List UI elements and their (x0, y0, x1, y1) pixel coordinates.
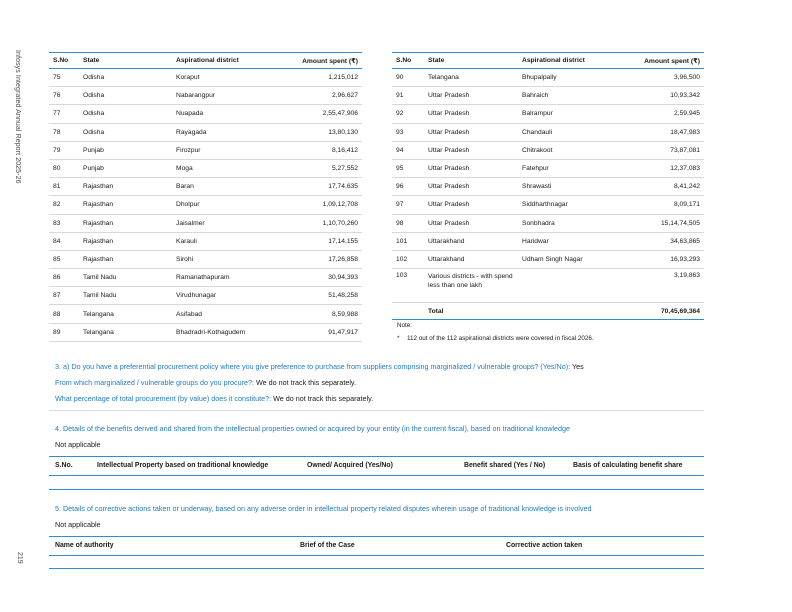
cell-state: Uttar Pradesh (424, 105, 518, 123)
cell-sno: 101 (392, 232, 424, 250)
q3-question: 3. a) Do you have a preferential procurement policy where you give preference to purchase from suppliers comprising marginalized / vulnerable groups? (Yes/No): (55, 362, 571, 371)
q4-table-bottom-rule (49, 489, 704, 490)
cell-amount: 34,63,865 (631, 232, 704, 250)
cell-amount: 8,09,171 (631, 196, 704, 214)
cell-state: Rajasthan (79, 196, 172, 214)
q3-groups-answer: We do not track this separately. (255, 378, 356, 387)
q5-col-authority: Name of authority (55, 542, 114, 549)
cell-state: Uttar Pradesh (424, 214, 518, 232)
cell-sno: 87 (49, 287, 79, 305)
q3-groups-question: From which marginalized / vulnerable groups do you procure?: (55, 378, 254, 387)
q4-title: 4. Details of the benefits derived and shared from the intellectual properties owned or acquired by your entity (in the current fiscal), based on traditional knowledge (55, 424, 570, 433)
q4-col-basis: Basis of calculating benefit share (573, 462, 683, 469)
q5-table-header-rule (49, 555, 704, 556)
cell-district: Koraput (172, 69, 285, 87)
q5-col-action: Corrective action taken (506, 542, 583, 549)
cell-sno: 80 (49, 159, 79, 177)
cell-amount: 18,47,983 (631, 123, 704, 141)
table-row (392, 141, 704, 159)
cell-state: Punjab (79, 141, 172, 159)
col-state: State (428, 57, 445, 64)
cell-district: Moga (172, 159, 285, 177)
table-row (49, 87, 362, 105)
cell-district: Balrampur (518, 105, 631, 123)
q4-col-ip: Intellectual Property based on traditional knowledge (97, 462, 269, 469)
table-row (392, 214, 704, 232)
aspirational-districts-table-right (392, 52, 704, 320)
table-row (392, 178, 704, 196)
cell-district: Firozpur (172, 141, 285, 159)
q4-answer: Not applicable (55, 440, 101, 449)
cell-sno: 86 (49, 269, 79, 287)
cell-state: Uttar Pradesh (424, 141, 518, 159)
cell-state: Odisha (79, 69, 172, 87)
table-row (392, 69, 704, 87)
cell-state: Odisha (79, 105, 172, 123)
table-body (392, 69, 704, 303)
q4-col-owned: Owned/ Acquired (Yes/No) (307, 462, 393, 469)
cell-amount: 8,41,242 (631, 178, 704, 196)
col-sno: S.No (396, 57, 412, 64)
report-title: Infosys Integrated Annual Report 2025-26 (14, 50, 21, 184)
table-row (392, 196, 704, 214)
cell-sno: 91 (392, 87, 424, 105)
cell-sno: 98 (392, 214, 424, 232)
total-amount: 70,45,69,364 (631, 303, 704, 320)
q5-col-brief: Brief of the Case (300, 542, 355, 549)
col-district: Aspirational district (176, 57, 239, 64)
cell-sno: 102 (392, 250, 424, 268)
cell-state: Rajasthan (79, 250, 172, 268)
cell-district: Asifabad (172, 305, 285, 323)
table-row (49, 196, 362, 214)
cell-state: Telangana (79, 323, 172, 341)
table-row (49, 159, 362, 177)
cell-district: Dholpur (172, 196, 285, 214)
q4-table-top-rule (49, 456, 704, 457)
cell-amount: 3,19,863 (631, 269, 704, 303)
table-row (49, 123, 362, 141)
cell-amount: 1,09,12,708 (285, 196, 362, 214)
q3-answer: Yes (571, 362, 584, 371)
cell-sno: 103 (392, 269, 424, 303)
cell-sno: 85 (49, 250, 79, 268)
q5-table-bottom-rule (49, 568, 704, 569)
cell-district: Virudhunagar (172, 287, 285, 305)
cell-sno: 90 (392, 69, 424, 87)
table-row (49, 141, 362, 159)
cell-district: Udham Singh Nagar (518, 250, 631, 268)
table-row (49, 305, 362, 323)
cell-district: Nuapada (172, 105, 285, 123)
cell-state: Tamil Nadu (79, 269, 172, 287)
cell-amount: 17,74,635 (285, 178, 362, 196)
cell-district: Sirohi (172, 250, 285, 268)
cell-sno: 84 (49, 232, 79, 250)
cell-sno: 96 (392, 178, 424, 196)
cell-sno: 78 (49, 123, 79, 141)
cell-amount: 1,215,012 (285, 69, 362, 87)
cell-state: Rajasthan (79, 214, 172, 232)
table-row (49, 105, 362, 123)
q3-line3 (55, 391, 373, 407)
table-row (49, 323, 362, 341)
cell-amount: 13,80,130 (285, 123, 362, 141)
q5-title: 5. Details of corrective actions taken or underway, based on any adverse order in intellectual property related disputes wherein usage of traditional knowledge is involved (55, 504, 592, 513)
cell-state: Tamil Nadu (79, 287, 172, 305)
cell-sno: 89 (49, 323, 79, 341)
col-district: Aspirational district (522, 57, 585, 64)
cell-district: Haridwar (518, 232, 631, 250)
cell-district: Karauli (172, 232, 285, 250)
cell-amount: 17,14,155 (285, 232, 362, 250)
cell-amount: 16,93,293 (631, 250, 704, 268)
q4-table-header-rule (49, 475, 704, 476)
cell-district: Bhupalpally (518, 69, 631, 87)
cell-amount: 2,55,47,906 (285, 105, 362, 123)
cell-district: Chitrakoot (518, 141, 631, 159)
cell-amount: 8,16,412 (285, 141, 362, 159)
table-header-row (49, 53, 362, 69)
cell-district: Rayagada (172, 123, 285, 141)
cell-state: Uttar Pradesh (424, 159, 518, 177)
q3-line2 (55, 375, 356, 391)
q4-col-sno: S.No. (55, 462, 73, 469)
cell-state: Telangana (79, 305, 172, 323)
table-row (392, 123, 704, 141)
col-state: State (83, 57, 100, 64)
cell-state: Uttar Pradesh (424, 196, 518, 214)
cell-district: Sonbhadra (518, 214, 631, 232)
cell-amount: 51,48,258 (285, 287, 362, 305)
total-row (392, 303, 704, 320)
cell-amount: 17,26,858 (285, 250, 362, 268)
cell-sno: 92 (392, 105, 424, 123)
table-row (392, 105, 704, 123)
cell-amount: 91,47,917 (285, 323, 362, 341)
cell-state: Rajasthan (79, 178, 172, 196)
cell-district: Fatehpur (518, 159, 631, 177)
cell-amount: 15,14,74,505 (631, 214, 704, 232)
cell-amount: 5,27,552 (285, 159, 362, 177)
cell-amount: 8,59,988 (285, 305, 362, 323)
cell-sno: 95 (392, 159, 424, 177)
cell-state: Uttarakhand (424, 250, 518, 268)
table-row (49, 269, 362, 287)
q5-table-top-rule (49, 536, 704, 537)
cell-district: Bahraich (518, 87, 631, 105)
cell-amount: 2,96,627 (285, 87, 362, 105)
col-sno: S.No (53, 57, 69, 64)
cell-amount: 1,10,70,260 (285, 214, 362, 232)
col-amount: Amount spent (₹) (644, 57, 700, 65)
note-body: 112 out of the 112 aspirational districts were covered in fiscal 2026. (407, 335, 594, 342)
q3-percentage-answer: We do not track this separately. (273, 394, 374, 403)
cell-amount: 73,87,081 (631, 141, 704, 159)
cell-district: Chandauli (518, 123, 631, 141)
cell-sno: 83 (49, 214, 79, 232)
table-body (49, 69, 362, 342)
q5-answer: Not applicable (55, 520, 101, 529)
table-row (392, 269, 704, 303)
cell-sno: 79 (49, 141, 79, 159)
table-header-row (392, 53, 704, 69)
q3-line1 (55, 359, 584, 375)
cell-sno: 82 (49, 196, 79, 214)
cell-sno: 88 (49, 305, 79, 323)
cell-district: Bhadradri-Kothagudem (172, 323, 285, 341)
cell-sno: 75 (49, 69, 79, 87)
aspirational-districts-table-left (49, 52, 362, 342)
cell-district: Jaisalmer (172, 214, 285, 232)
cell-sno: 97 (392, 196, 424, 214)
table-row (49, 287, 362, 305)
cell-sno: 77 (49, 105, 79, 123)
cell-state: Uttar Pradesh (424, 87, 518, 105)
cell-district: Ramanathapuram (172, 269, 285, 287)
q3-percentage-question: What percentage of total procurement (by value) does it constitute?: (55, 394, 272, 403)
table-row (49, 232, 362, 250)
total-label: Total (424, 303, 518, 320)
cell-sno: 76 (49, 87, 79, 105)
table-row (392, 232, 704, 250)
cell-amount: 30,94,393 (285, 269, 362, 287)
cell-state: Uttar Pradesh (424, 123, 518, 141)
cell-state: Odisha (79, 123, 172, 141)
cell-state: Telangana (424, 69, 518, 87)
note-marker: * (397, 335, 400, 342)
table-row (49, 69, 362, 87)
table-row (49, 214, 362, 232)
cell-sno: 93 (392, 123, 424, 141)
cell-amount: 3,96,500 (631, 69, 704, 87)
cell-sno: 81 (49, 178, 79, 196)
cell-amount: 10,93,342 (631, 87, 704, 105)
cell-amount: 2,59,945 (631, 105, 704, 123)
note-title: Note: (397, 322, 413, 329)
page-number: 219 (16, 552, 23, 564)
cell-district (518, 269, 631, 303)
note-text (397, 335, 594, 342)
table-row (392, 87, 704, 105)
col-amount: Amount spent (₹) (302, 57, 358, 65)
cell-sno: 94 (392, 141, 424, 159)
table-row (392, 159, 704, 177)
cell-district: Baran (172, 178, 285, 196)
cell-district: Nabarangpur (172, 87, 285, 105)
cell-state: Odisha (79, 87, 172, 105)
q4-col-benefit: Benefit shared (Yes / No) (464, 462, 546, 469)
table-row (392, 250, 704, 268)
cell-state: Punjab (79, 159, 172, 177)
cell-state: Rajasthan (79, 232, 172, 250)
cell-district: Siddharthnagar (518, 196, 631, 214)
table-row (49, 250, 362, 268)
cell-state: Uttarakhand (424, 232, 518, 250)
divider (49, 410, 704, 411)
table-row (49, 178, 362, 196)
cell-state: Various districts - with spend less than one lakh (424, 269, 518, 303)
cell-district: Shrawasti (518, 178, 631, 196)
cell-state: Uttar Pradesh (424, 178, 518, 196)
cell-amount: 12,37,083 (631, 159, 704, 177)
